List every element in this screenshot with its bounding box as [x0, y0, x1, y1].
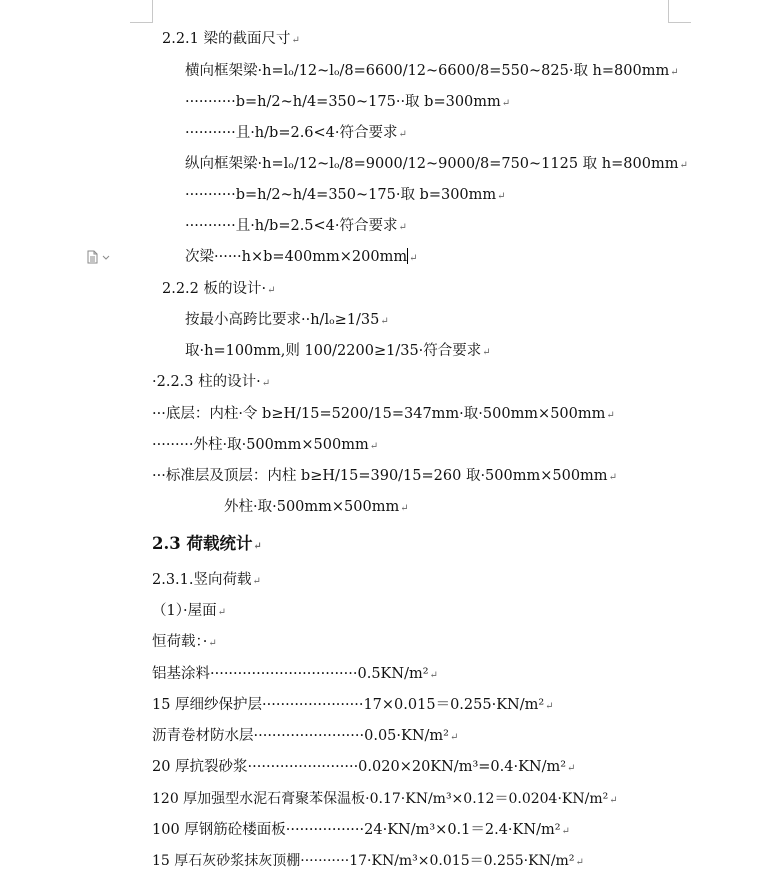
text-line: 次梁······h×b=400mm×200mm ↵: [185, 249, 418, 265]
load-item: 100 厚钢筋砼楼面板·················24·KN/m³×0.1＝2.4·KN/m²↵: [152, 822, 570, 838]
text-line: 取·h=100mm,则 100/2200≥1/35·符合要求↵: [185, 343, 491, 359]
load-item: 15 厚细纱保护层······················17×0.015＝0.255·KN/m²↵: [152, 697, 554, 713]
text-line: ···········且·h/b=2.5<4·符合要求↵: [185, 218, 407, 234]
load-item: 120 厚加强型水泥石膏聚苯保温板·0.17·KN/m³×0.12＝0.0204·KN/m²↵: [152, 791, 618, 807]
load-item: 15 厚石灰砂浆抹灰顶棚···········17·KN/m³×0.015＝0.255·KN/m²↵: [152, 853, 584, 869]
text-cursor: [407, 248, 408, 264]
text-line: 按最小高跨比要求··h/lₒ≥1/35↵: [185, 312, 389, 328]
section-heading-2-2-1: 2.2.1 梁的截面尺寸↵: [162, 31, 300, 47]
text-line: 外柱·取·500mm×500mm↵: [224, 499, 409, 515]
text-line: ···········b=h/2~h/4=350~175··取 b=300mm↵: [185, 94, 511, 110]
paste-options-icon[interactable]: [86, 249, 110, 263]
text-line: ···标准层及顶层：内柱 b≥H/15=390/15=260 取·500mm×500mm↵: [152, 468, 617, 484]
text-line: 恒荷载：·↵: [152, 634, 217, 650]
load-item: 铝基涂料································0.5KN/m²↵: [152, 666, 438, 682]
text-line: 横向框架梁·h=lₒ/12~lₒ/8=6600/12~6600/8=550~825·取 h=800mm↵: [185, 63, 679, 79]
page-corner-mark-left: [130, 0, 153, 23]
load-item: 20 厚抗裂砂浆························0.020×20KN/m³=0.4·KN/m²↵: [152, 759, 576, 775]
text-line: ···········b=h/2~h/4=350~175·取 b=300mm↵: [185, 187, 506, 203]
section-heading-2-2-2: 2.2.2 板的设计·↵: [162, 281, 276, 297]
text-line: ···底层：内柱·令 b≥H/15=5200/15=347mm·取·500mm×500mm↵: [152, 406, 615, 422]
section-heading-2-2-3: ·2.2.3 柱的设计·↵: [152, 374, 271, 390]
text-line: 纵向框架梁·h=lₒ/12~lₒ/8=9000/12~9000/8=750~1125 取 h=800mm↵: [185, 156, 688, 172]
text-line: ·········外柱·取·500mm×500mm↵: [152, 437, 379, 453]
text-line: （1）·屋面↵: [152, 603, 226, 619]
section-heading-2-3-1: 2.3.1.竖向荷载↵: [152, 572, 261, 588]
page-corner-mark-right: [668, 0, 691, 23]
load-item: 沥青卷材防水层························0.05·KN/m²↵: [152, 728, 459, 744]
section-heading-2-3: 2.3 荷载统计↵: [152, 534, 262, 553]
text-line: ···········且·h/b=2.6<4·符合要求↵: [185, 125, 407, 141]
